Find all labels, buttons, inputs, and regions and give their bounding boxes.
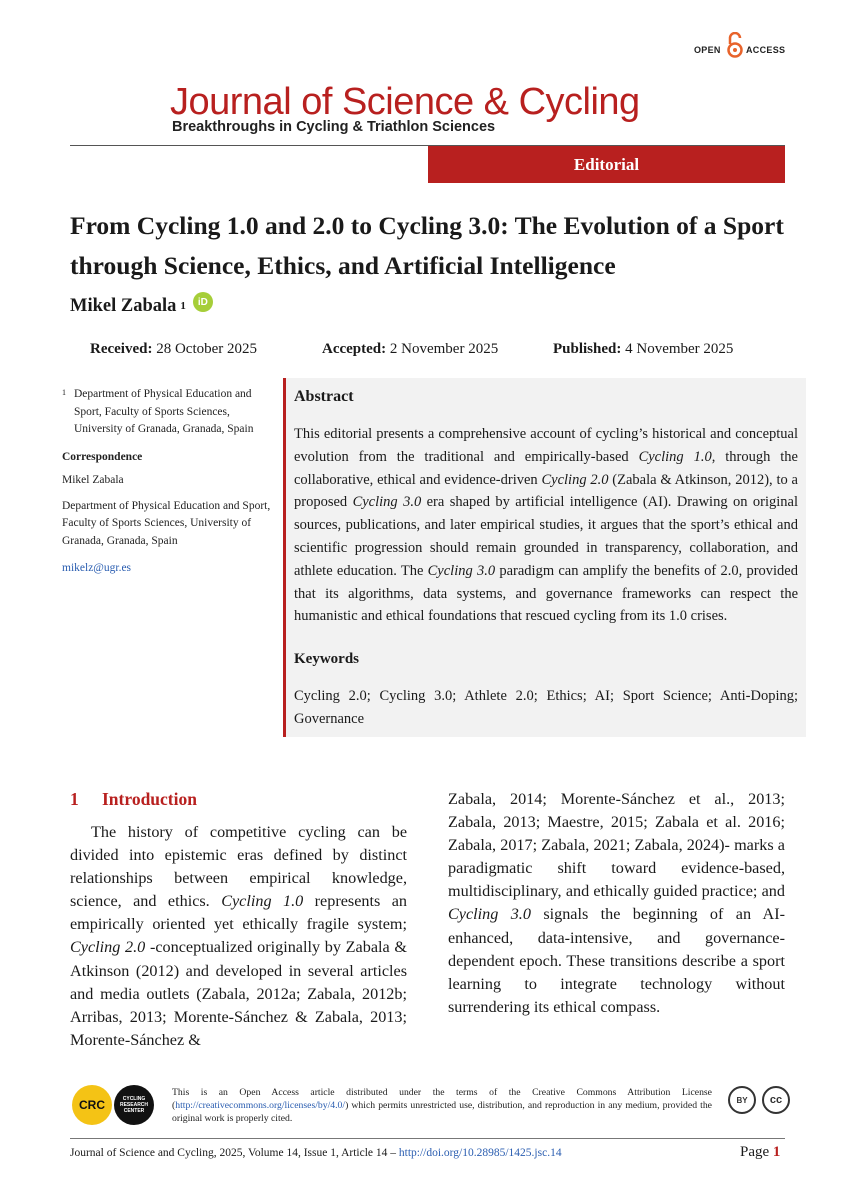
crc-logo-text: CRC [79, 1098, 105, 1112]
abstract-term: Cycling 1.0 [638, 448, 712, 465]
abstract-term: Cycling 3.0 [352, 494, 422, 511]
footer-divider [70, 1138, 785, 1139]
intro-term: Cycling 2.0 [70, 938, 146, 957]
author-name: Mikel Zabala [70, 295, 177, 316]
received-value: 28 October 2025 [156, 341, 258, 357]
logo-line: RESEARCH [119, 1102, 149, 1108]
received-date [90, 341, 257, 358]
abstract-part: (Zabala & Atkinson, 2012), to a proposed [294, 471, 798, 511]
abstract-heading: Abstract [294, 388, 354, 405]
license-part: ) which permits unrestricted use, distribution, and reproduction in any medium, provided the original work is properly cited. [172, 1100, 712, 1124]
intro-column-left [70, 821, 407, 1052]
keywords-heading: Keywords [294, 651, 359, 667]
cycling-research-center-logo [114, 1085, 154, 1125]
section-banner [428, 146, 785, 183]
correspondence-heading: Correspondence [62, 450, 143, 463]
abstract-term: Cycling 2.0 [541, 471, 609, 488]
page-number [740, 1144, 780, 1161]
keywords-text: Cycling 2.0; Cycling 3.0; Athlete 2.0; Ethics; AI; Sport Science; Anti-Doping; Governance [294, 688, 798, 727]
intro-text: represents an empirically oriented yet ethically fragile system; [70, 892, 407, 934]
correspondence-name: Mikel Zabala [62, 474, 124, 486]
accepted-date [322, 341, 498, 358]
intro-text: The history of competitive cycling can be divided into epistemic eras defined by distinct relationships between empirical knowledge, science, and ethics. [70, 823, 407, 911]
citation-text: Journal of Science and Cycling, 2025, Volume 14, Issue 1, Article 14 – [70, 1147, 399, 1159]
logo-line: CENTER [123, 1108, 145, 1114]
author-affiliation-marker: 1 [180, 300, 186, 312]
received-label: Received: [90, 341, 153, 357]
open-label: OPEN [694, 45, 721, 55]
intro-text: signals the beginning of an AI-enhanced, data-intensive, and governance-dependent epoch. These transitions describe a sport learning to integrate technology without surrendering its ethical compass. [448, 905, 785, 1016]
published-date [553, 341, 733, 358]
correspondence-department: Department of Physical Education and Sport, Faculty of Sports Sciences, University of Granada, Granada, Spain [62, 499, 271, 547]
affiliation-number: 1 [62, 388, 66, 397]
page-label: Page [740, 1144, 773, 1160]
affiliation [62, 386, 274, 439]
cc-label: cc [769, 1094, 783, 1106]
open-access-badge [694, 30, 794, 66]
correspondence-email-link[interactable]: mikelz@ugr.es [62, 562, 132, 574]
affiliation-text: Department of Physical Education and Sport, Faculty of Sports Sciences, University of Granada, Granada, Spain [74, 388, 254, 435]
author-line [70, 293, 213, 319]
accepted-label: Accepted: [322, 341, 387, 357]
license-part: This is an Open Access article distributed under the terms of the Creative Commons Attribution License ( [172, 1087, 712, 1111]
cc-icon [762, 1086, 790, 1114]
journal-subtitle: Breakthroughs in Cycling & Triathlon Sciences [172, 119, 496, 135]
intro-term: Cycling 3.0 [448, 905, 531, 924]
accepted-value: 2 November 2025 [389, 341, 499, 357]
footer-citation [70, 1147, 562, 1159]
section-number: 1 [70, 789, 79, 809]
abstract-part: , through the collaborative, ethical and evidence-driven [294, 448, 798, 488]
abstract-text [294, 423, 798, 628]
cc-by-icon [728, 1086, 756, 1114]
section-label: Editorial [573, 154, 640, 174]
logo-line: CYCLING [122, 1096, 146, 1102]
doi-link[interactable]: http://doi.org/10.28985/1425.jsc.14 [398, 1147, 562, 1159]
page-number-value: 1 [772, 1144, 781, 1160]
published-value: 4 November 2025 [625, 341, 734, 357]
introduction-heading [70, 789, 197, 810]
cc-by-label: BY [736, 1095, 748, 1105]
intro-text: Zabala, 2014; Morente-Sánchez et al., 2013; Zabala, 2013; Maestre, 2015; Zabala et al. 2016; Zabala, 2017; Zabala, 2021; Zabala, 2024)- marks a paradigmatic shift toward evidence-based, multidisciplinary, and ethically guided practice; and [448, 790, 785, 901]
section-title: Introduction [102, 789, 197, 809]
access-label: ACCESS [746, 45, 786, 55]
intro-text: -conceptualized originally by Zabala & Atkinson (2012) and developed in several articles and media outlets (Zabala, 2012a; Zabala, 2012b; Arribas, 2013; Morente-Sánchez & Zabala, 2013; Morente-Sánchez & [70, 938, 407, 1049]
published-label: Published: [553, 341, 622, 357]
intro-column-right [448, 788, 785, 1019]
sidebar [62, 386, 274, 578]
abstract-term: Cycling 3.0 [427, 562, 496, 579]
paper-title: From Cycling 1.0 and 2.0 to Cycling 3.0: The Evolution of a Sport through Science, Ethics, and Artificial Intelligence [70, 211, 784, 280]
abstract-part: paradigm can amplify the benefits of 2.0, provided that its algorithms, data systems, and governance frameworks can respect the humanistic and ethical foundations that rescued cycling from its 1.0 crises. [294, 562, 798, 625]
orcid-icon[interactable] [193, 292, 213, 312]
cc-icons [728, 1086, 790, 1114]
journal-title: Journal of Science & Cycling [170, 81, 640, 123]
abstract-part: era shaped by artificial intelligence (AI). Drawing on original sources, publications, and later empirical studies, it argues that the sport’s ethical and scientific progression should remain grounded in transparency, collaboration, and athlete education. The [294, 494, 798, 579]
license-text [172, 1086, 712, 1125]
open-access-lock-icon [727, 32, 743, 58]
intro-term: Cycling 1.0 [221, 892, 304, 911]
abstract-part: This editorial presents a comprehensive account of cycling’s historical and conceptual evolution from the traditional and empirically-based [294, 426, 798, 465]
license-link[interactable]: http://creativecommons.org/licenses/by/4.0/ [175, 1100, 346, 1111]
orcid-label: iD [197, 296, 208, 308]
